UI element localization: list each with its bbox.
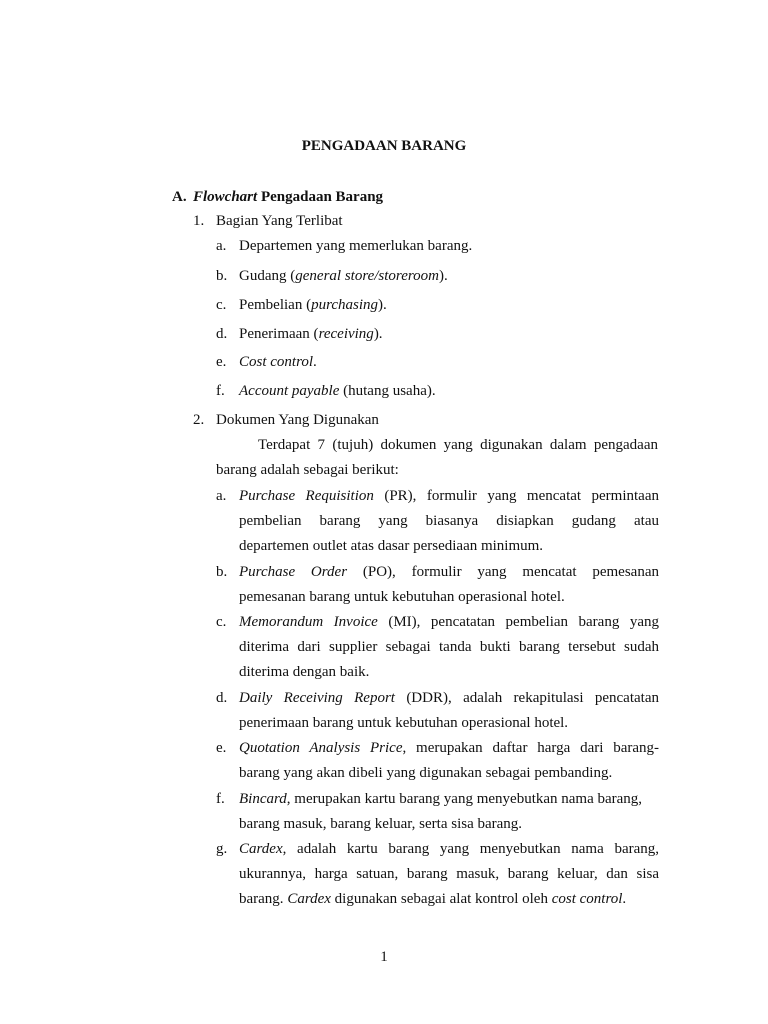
section-a-marker: A.: [172, 189, 187, 205]
doc-d-line2: penerimaan barang untuk kebutuhan operasional hotel.: [239, 715, 569, 731]
doc-g-line1: Cardex, adalah kartu barang yang menyebutkan nama barang,: [239, 841, 659, 857]
doc-c-marker: c.: [216, 614, 227, 630]
sub1-item-d: Penerimaan (receiving).: [239, 326, 383, 342]
doc-c-line1: Memorandum Invoice (MI), pencatatan pembelian barang yang: [239, 614, 660, 630]
doc-b-line1: Purchase Order (PO), formulir yang mencatat pemesanan: [239, 564, 659, 580]
sub1-item-e: Cost control.: [239, 354, 317, 370]
sub2-marker: 2.: [193, 412, 205, 428]
section-a-heading-italic: Flowchart: [193, 189, 258, 205]
sub1-item-b: Gudang (general store/storeroom).: [239, 268, 448, 284]
sub1-item-a: Departemen yang memerlukan barang.: [239, 238, 473, 254]
doc-a-marker: a.: [216, 488, 227, 504]
sub1-item-b-marker: b.: [216, 268, 228, 284]
page-title: PENGADAAN BARANG: [301, 138, 467, 154]
sub1-item-a-marker: a.: [216, 238, 227, 254]
sub1-item-d-marker: d.: [216, 326, 228, 342]
sub2-intro-line2: barang adalah sebagai berikut:: [216, 462, 399, 478]
doc-f-line1: Bincard, merupakan kartu barang yang menyebutkan nama barang,: [239, 791, 643, 807]
section-a-heading-rest: Pengadaan Barang: [257, 189, 384, 205]
doc-d-marker: d.: [216, 690, 228, 706]
sub1-item-c-marker: c.: [216, 297, 227, 313]
sub1-item-f-marker: f.: [216, 383, 225, 399]
doc-g-line3: barang. Cardex digunakan sebagai alat kontrol oleh cost control.: [239, 891, 627, 907]
doc-a-line3: departemen outlet atas dasar persediaan minimum.: [239, 538, 544, 554]
section-a-heading: [193, 188, 383, 206]
doc-a-line1: Purchase Requisition (PR), formulir yang mencatat permintaan: [239, 488, 659, 504]
sub1-item-c: Pembelian (purchasing).: [239, 297, 387, 313]
doc-d-line1: Daily Receiving Report (DDR), adalah rekapitulasi pencatatan: [239, 690, 659, 706]
sub1-marker: 1.: [193, 213, 205, 229]
doc-f-marker: f.: [216, 791, 225, 807]
sub1-item-e-marker: e.: [216, 354, 227, 370]
doc-b-line2: pemesanan barang untuk kebutuhan operasional hotel.: [239, 589, 565, 605]
sub2-heading: Dokumen Yang Digunakan: [216, 412, 379, 428]
page-number: 1: [380, 949, 388, 965]
doc-f-line2: barang masuk, barang keluar, serta sisa barang.: [239, 816, 523, 832]
sub1-heading: Bagian Yang Terlibat: [216, 213, 343, 229]
doc-a-line2: pembelian barang yang biasanya disiapkan gudang atau: [239, 513, 659, 529]
sub1-item-f: Account payable (hutang usaha).: [239, 383, 436, 399]
doc-e-line1: Quotation Analysis Price, merupakan daftar harga dari barang-: [239, 740, 659, 756]
sub2-intro-line1: Terdapat 7 (tujuh) dokumen yang digunakan dalam pengadaan: [258, 437, 658, 453]
doc-e-marker: e.: [216, 740, 227, 756]
doc-c-line3: diterima dengan baik.: [239, 664, 370, 680]
doc-e-line2: barang yang akan dibeli yang digunakan sebagai pembanding.: [239, 765, 613, 781]
doc-b-marker: b.: [216, 564, 228, 580]
doc-g-marker: g.: [216, 841, 228, 857]
doc-c-line2: diterima dari supplier sebagai tanda bukti barang tersebut sudah: [239, 639, 659, 655]
doc-g-line2: ukurannya, harga satuan, barang masuk, barang keluar, dan sisa: [239, 866, 659, 882]
